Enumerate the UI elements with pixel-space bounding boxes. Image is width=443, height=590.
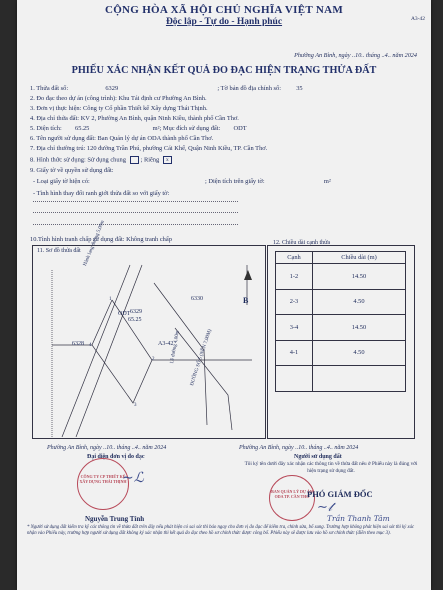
left-signer-name: Nguyễn Trung Tính <box>85 515 145 523</box>
street-label: ĐƯỜNG SỐ 5 (NỀN 7,00M) <box>190 328 213 387</box>
neighbor-right-label: 6330 <box>191 296 203 302</box>
north-label: B <box>243 296 249 305</box>
edge-length-table <box>275 251 406 392</box>
table-header-row <box>276 252 406 264</box>
dotted-line-2 <box>33 212 238 213</box>
lengths-title: 12. Chiều dài cạnh thửa <box>273 240 331 246</box>
table-row: 3-4 14.50 <box>276 315 406 341</box>
right-sign-date: Phường An Bình, ngày ..10.. tháng ..4.. năm 2024 <box>239 445 359 451</box>
left-sign-title: Đại diện đơn vị đo đạc <box>87 454 145 460</box>
field-unit: 3. Đơn vị thực hiện: Công ty Cổ phần Thiết kế Xây dựng Thái Thịnh. <box>30 105 208 112</box>
field-dispute: 10.Tình hình tranh chấp sử dụng đất: Không tranh chấp <box>30 236 172 243</box>
document-title: PHIẾU XÁC NHẬN KẾT QUẢ ĐO ĐẠC HIỆN TRẠNG THỬA ĐẤT <box>71 65 377 76</box>
survey-form-paper <box>17 0 431 590</box>
neighbor-left-label: 6328 <box>72 341 84 347</box>
field-parcel-no: 1. Thửa đất số: 6329 ; Tờ bản đồ địa chính số: 35 <box>30 85 303 92</box>
field-residence: 7. Địa chỉ thường trú: 120 đường Trần Phú, phường Cái Khế, Quận Ninh Kiều, TP. Cần Thơ. <box>30 145 268 152</box>
field-boundary-change: - Tình hình thay đổi ranh giới thửa đất so với giấy tờ: <box>33 190 170 197</box>
right-sign-note: Tôi ký tên dưới đây xác nhận các thông tin về thửa đất nêu ở Phiếu này là đúng với hiện trạng sử dụng đất. <box>244 461 418 474</box>
field-project: 2. Đo đạc theo dự án (công trình): Khu Tái định cư Phường An Bình. <box>30 95 207 102</box>
north-arrow-icon <box>244 270 252 280</box>
field-usage-form: 8. Hình thức sử dụng: Sử dụng chung ; Riêng x <box>30 156 174 164</box>
col-length-header: Chiều dài (m) <box>312 252 405 264</box>
sidewalk-label: Lề đường 4,00m <box>170 330 181 364</box>
issue-date: Phường An Bình, ngày ..10.. tháng ..4.. năm 2024 <box>294 52 417 59</box>
owner-seal: BAN QUẢN LÝ DỰ ÁN ODA TP. CẦN THƠ <box>269 475 315 521</box>
road-corridor-label: Hành lang đường 5,00m <box>83 219 106 267</box>
field-papers: 9. Giấy tờ về quyền sử dụng đất: <box>30 167 114 174</box>
right-signer-name: Trần Thanh Tâm <box>327 514 390 523</box>
right-signature-icon: ∼𝓉 <box>317 500 333 515</box>
parcel-no-value: 6329 <box>105 85 119 92</box>
point-2: 2 <box>152 357 155 362</box>
right-sign-title: Người sử dụng đất <box>294 454 342 460</box>
left-sign-date: Phường An Bình, ngày ..10.. tháng ..4.. năm 2024 <box>47 445 167 451</box>
parcel-use-label: ODT <box>118 311 131 317</box>
footnote: * Người sử dụng đất kiểm tra kỹ các thông tin về thửa đất trên đây nếu phát hiện có sai sót thì báo ngay cho đơn vị đo đạc để kiểm tra, chỉnh sửa, bổ sung. Trường hợp không phát hiện sai sót thì ký xác nhận vào Phiếu này, trường hợp người sử dụng đất không ký xác nhận thì kết quả đo đạc theo hồ sơ chính thức được công bố. Phiếu này sẽ được lưu vào hồ sơ chính thức (điền theo mục 3). <box>27 525 415 537</box>
parcel-area-label: 65.25 <box>128 317 142 323</box>
col-edge-header: Cạnh <box>276 252 313 264</box>
field-user: 6. Tên người sử dụng đất: Ban Quản lý dự án ODA thành phố Cần Thơ. <box>30 135 214 142</box>
left-signature-icon: ∼ℒ <box>122 470 144 486</box>
table-row <box>276 366 406 392</box>
dotted-line-3 <box>33 224 238 225</box>
sketch-title: 11. Sơ đồ thửa đất <box>37 248 81 254</box>
field-land-paper-type: - Loại giấy tờ hiện có: ; Diện tích trên giấy tờ: m² <box>33 178 331 185</box>
motto: Độc lập - Tự do - Hạnh phúc <box>165 17 283 27</box>
purpose-value: ODT <box>233 125 247 132</box>
parcel-sketch <box>32 245 264 437</box>
point-3: 3 <box>134 403 137 408</box>
table-row: 4-1 4.50 <box>276 340 406 366</box>
sketch-code-label: A3-42 <box>158 341 174 347</box>
surveyor-seal: CÔNG TY CP THIẾT KẾ XÂY DỰNG THÁI THỊNH <box>77 458 129 510</box>
parcel-no-label: 6329 <box>130 309 142 315</box>
form-code: A3-42 <box>410 16 425 22</box>
area-value: 65.25 <box>75 125 90 132</box>
point-4: 4 <box>89 343 92 348</box>
field-address: 4. Địa chỉ thửa đất: KV 2, Phường An Bình, quận Ninh Kiều, thành phố Cần Thơ. <box>30 115 239 122</box>
shared-checkbox[interactable] <box>130 156 139 164</box>
point-1: 1 <box>109 297 112 302</box>
table-row: 2-3 4.50 <box>276 289 406 315</box>
map-sheet-value: 35 <box>296 85 303 92</box>
nation-heading: CỘNG HÒA XÃ HỘI CHỦ NGHĨA VIỆT NAM <box>104 4 344 16</box>
field-area: 5. Diện tích: 65.25 m²; Mục đích sử dụng đất: ODT <box>30 125 247 132</box>
private-checkbox[interactable]: x <box>163 156 172 164</box>
table-row: 1-2 14.50 <box>276 264 406 290</box>
right-signer-role: PHÓ GIÁM ĐỐC <box>307 489 373 499</box>
dotted-line-1 <box>33 201 238 202</box>
